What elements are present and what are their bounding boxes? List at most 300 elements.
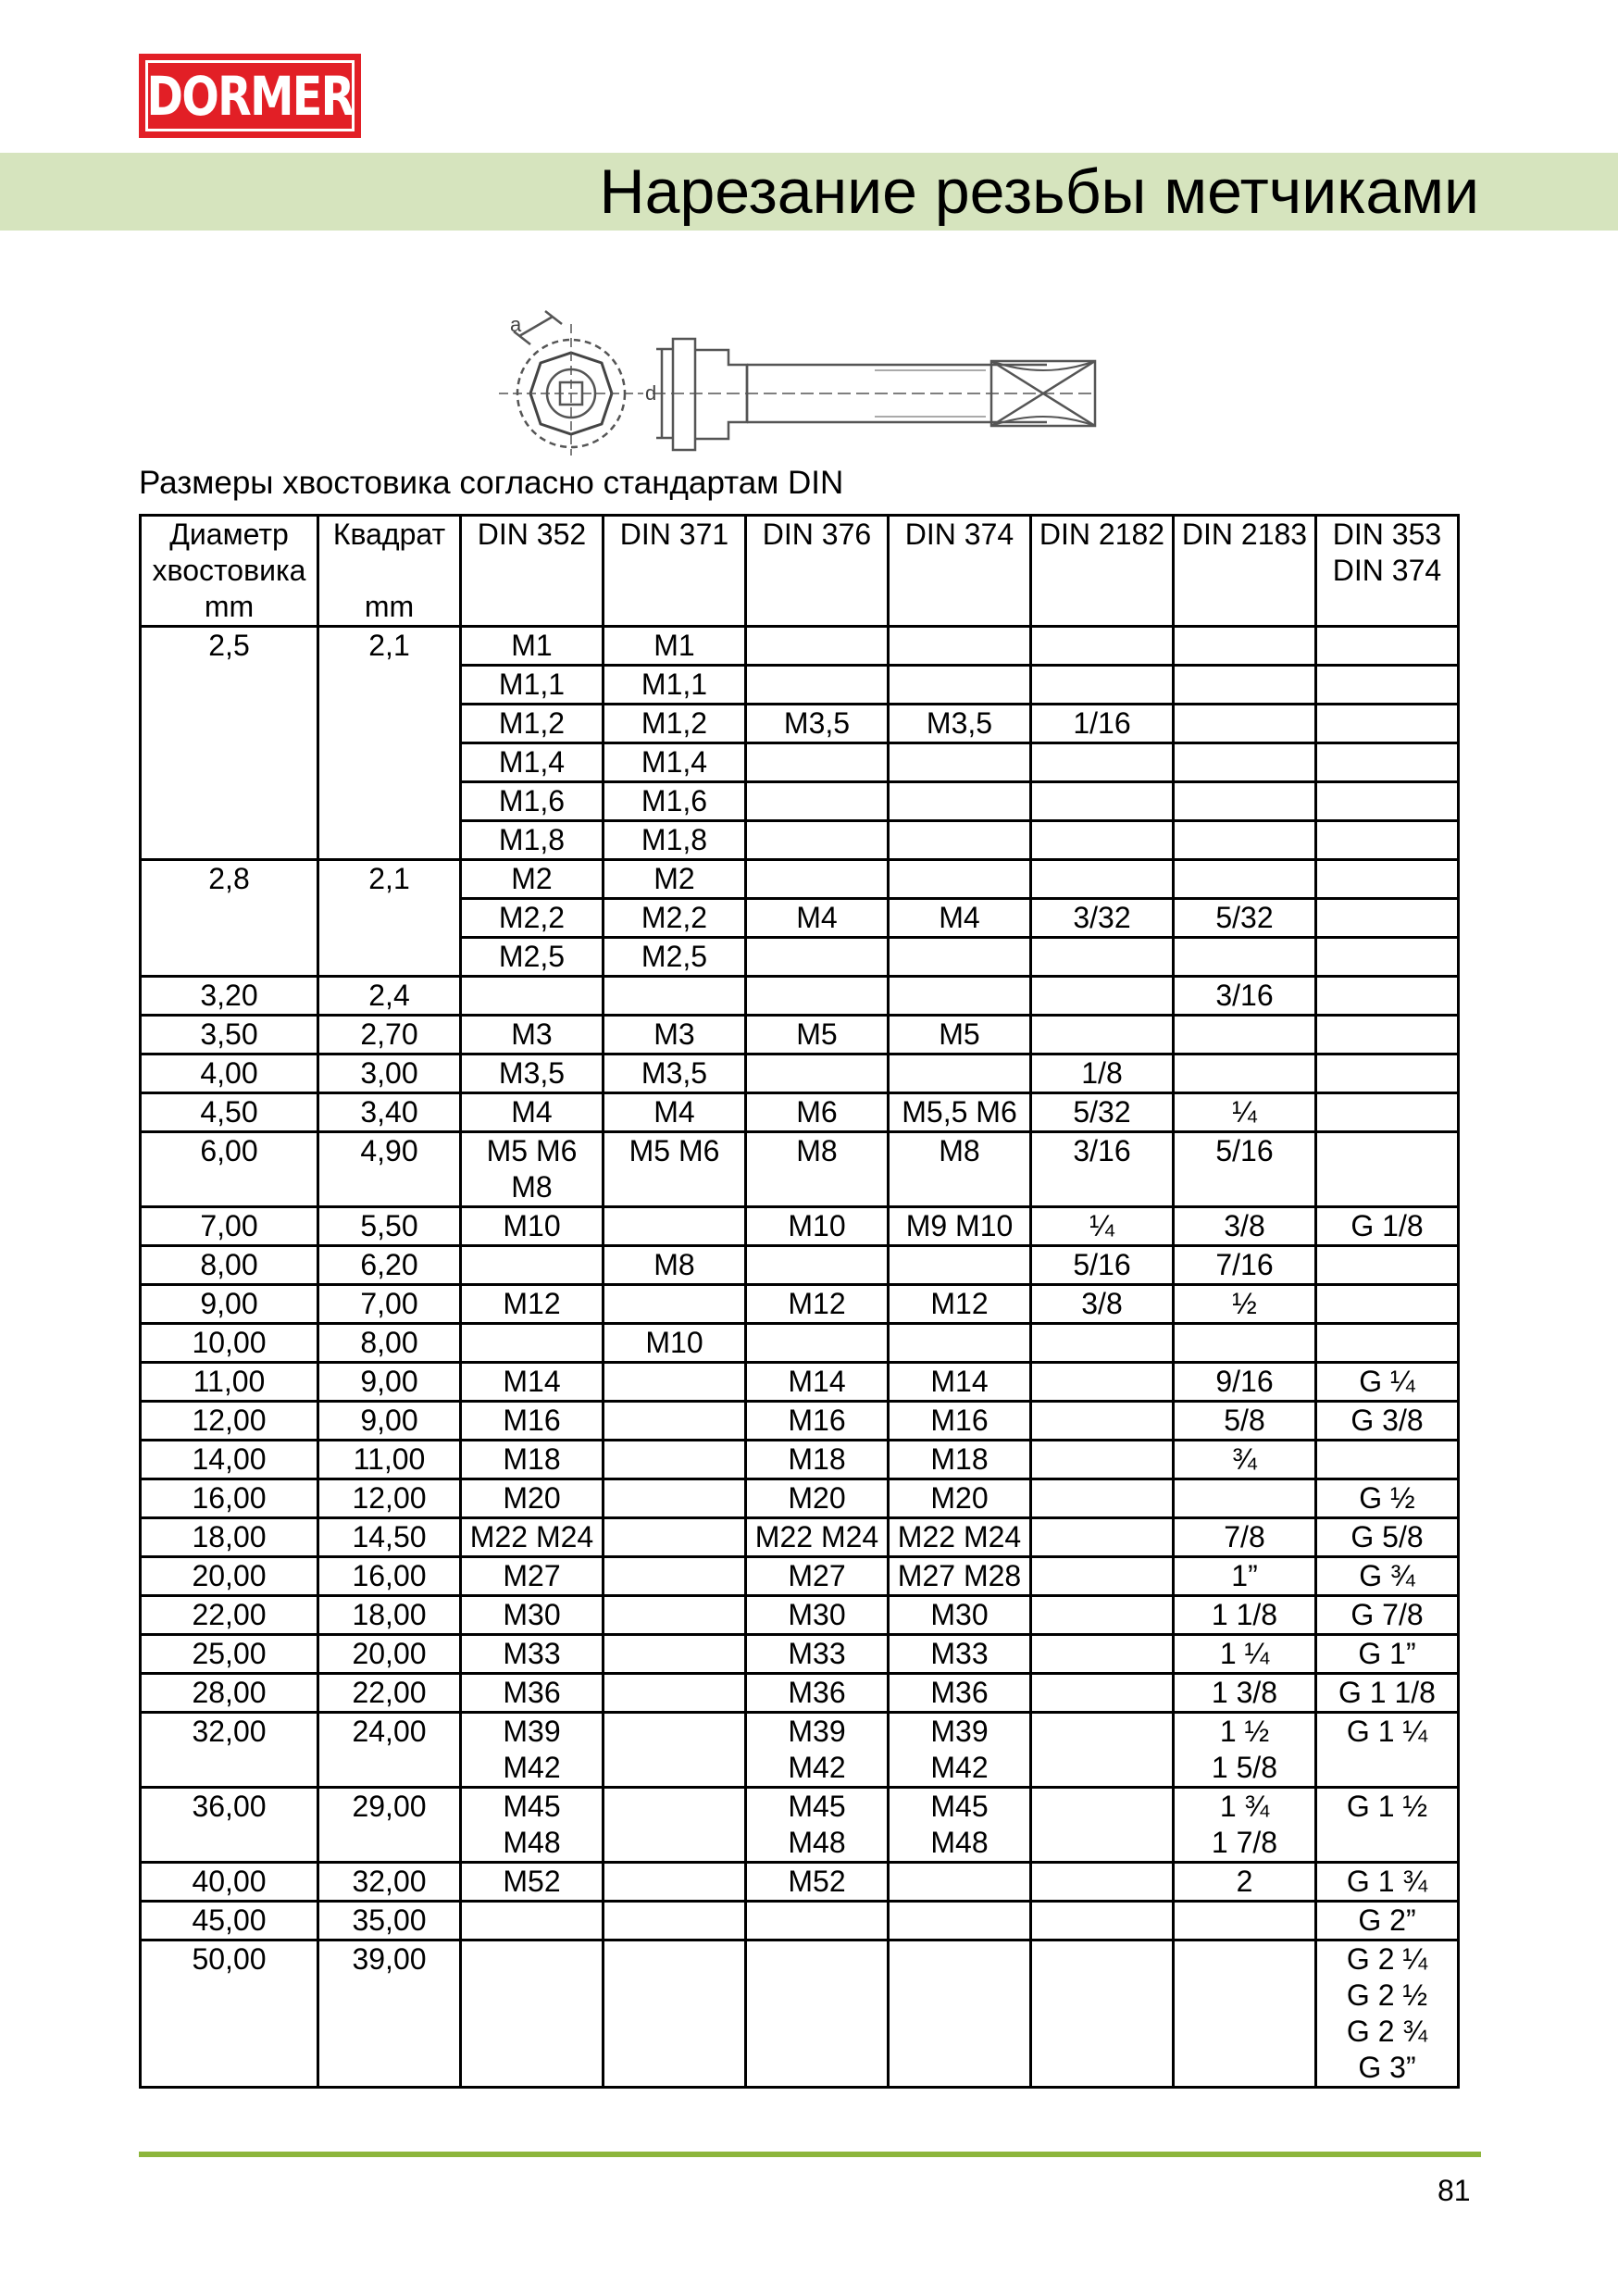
thread-size-cell: M30 (746, 1596, 889, 1635)
thread-size-cell: M4 (604, 1093, 746, 1132)
thread-size-cell: ½ (1174, 1285, 1316, 1324)
thread-size-cell: M39 M42 (746, 1713, 889, 1788)
table-row (141, 1016, 1459, 1054)
shank-diameter-cell: 14,00 (141, 1441, 318, 1479)
thread-size-cell: M1,6 (604, 782, 746, 821)
thread-size-cell (1316, 666, 1459, 705)
thread-size-cell (1174, 627, 1316, 666)
shank-diameter-cell: 3,50 (141, 1016, 318, 1054)
square-size-cell: 3,40 (318, 1093, 461, 1132)
shank-diameter-cell: 10,00 (141, 1324, 318, 1363)
title-band (0, 153, 1618, 231)
thread-size-cell (1316, 1054, 1459, 1093)
thread-size-cell: 9/16 (1174, 1363, 1316, 1402)
thread-size-cell: M27 M28 (889, 1557, 1031, 1596)
header-din-2182: DIN 2182 (1031, 516, 1174, 627)
header-din-352: DIN 352 (461, 516, 604, 627)
thread-size-cell (1031, 1863, 1174, 1902)
thread-size-cell: M12 (889, 1285, 1031, 1324)
thread-size-cell (604, 1713, 746, 1788)
thread-size-cell (1031, 743, 1174, 782)
table-row (141, 1940, 1459, 2088)
thread-size-cell: M2,2 (604, 899, 746, 938)
square-size-cell: 35,00 (318, 1902, 461, 1940)
thread-size-cell: M14 (746, 1363, 889, 1402)
thread-size-cell: 1 ¾ 1 7/8 (1174, 1788, 1316, 1863)
square-size-cell: 2,1 (318, 860, 461, 977)
thread-size-cell (1316, 1093, 1459, 1132)
thread-size-cell: ¼ (1174, 1093, 1316, 1132)
table-subtitle: Размеры хвостовика согласно стандартам DIN (139, 465, 844, 501)
thread-size-cell: M16 (461, 1402, 604, 1441)
thread-size-cell (1031, 938, 1174, 977)
thread-size-cell (604, 1402, 746, 1441)
table-row (141, 1054, 1459, 1093)
thread-size-cell: 1/16 (1031, 705, 1174, 743)
thread-size-cell (1031, 1596, 1174, 1635)
header-shank-diameter: Диаметр хвостовика mm (141, 516, 318, 627)
thread-size-cell (746, 782, 889, 821)
thread-size-cell: M8 (889, 1132, 1031, 1207)
thread-size-cell (1031, 1902, 1174, 1940)
thread-size-cell (1031, 1518, 1174, 1557)
thread-size-cell (461, 1246, 604, 1285)
thread-size-cell (604, 1363, 746, 1402)
square-size-cell: 24,00 (318, 1713, 461, 1788)
table-row (141, 627, 1459, 666)
thread-size-cell: M14 (889, 1363, 1031, 1402)
thread-size-cell (604, 1479, 746, 1518)
thread-size-cell: M33 (889, 1635, 1031, 1674)
thread-size-cell (746, 1940, 889, 2088)
thread-size-cell: M14 (461, 1363, 604, 1402)
thread-size-cell: G 1” (1316, 1635, 1459, 1674)
table-row (141, 860, 1459, 899)
shank-diameter-cell: 32,00 (141, 1713, 318, 1788)
thread-size-cell (461, 1324, 604, 1363)
thread-size-cell: M6 (746, 1093, 889, 1132)
thread-size-cell (1031, 1635, 1174, 1674)
table-row (141, 1285, 1459, 1324)
thread-size-cell: 1/8 (1031, 1054, 1174, 1093)
thread-size-cell: M22 M24 (746, 1518, 889, 1557)
header-din-353-374: DIN 353 DIN 374 (1316, 516, 1459, 627)
thread-size-cell: M3,5 (746, 705, 889, 743)
thread-size-cell: M9 M10 (889, 1207, 1031, 1246)
thread-size-cell: ¼ (1031, 1207, 1174, 1246)
thread-size-cell: G 1 ½ (1316, 1788, 1459, 1863)
square-size-cell: 9,00 (318, 1402, 461, 1441)
thread-size-cell (604, 1518, 746, 1557)
thread-size-cell (604, 1441, 746, 1479)
thread-size-cell (1031, 1016, 1174, 1054)
thread-size-cell (1174, 782, 1316, 821)
thread-size-cell: M8 (604, 1246, 746, 1285)
thread-size-cell (461, 977, 604, 1016)
square-size-cell: 12,00 (318, 1479, 461, 1518)
table-header-row (141, 516, 1459, 627)
thread-size-cell (889, 627, 1031, 666)
thread-size-cell (1031, 1402, 1174, 1441)
table-row (141, 1402, 1459, 1441)
thread-size-cell: 3/32 (1031, 899, 1174, 938)
tap-shank-diagram (486, 306, 1115, 455)
square-size-cell: 29,00 (318, 1788, 461, 1863)
thread-size-cell: M33 (461, 1635, 604, 1674)
thread-size-cell: 3/16 (1031, 1132, 1174, 1207)
shank-diameter-cell: 40,00 (141, 1863, 318, 1902)
table-row (141, 1093, 1459, 1132)
table-row (141, 1363, 1459, 1402)
shank-diameter-cell: 7,00 (141, 1207, 318, 1246)
thread-size-cell (889, 1940, 1031, 2088)
thread-size-cell: M2 (461, 860, 604, 899)
thread-size-cell: M20 (746, 1479, 889, 1518)
thread-size-cell (604, 1863, 746, 1902)
thread-size-cell: M1,1 (461, 666, 604, 705)
thread-size-cell: 3/8 (1031, 1285, 1174, 1324)
thread-size-cell (604, 1596, 746, 1635)
thread-size-cell: G ½ (1316, 1479, 1459, 1518)
table-row (141, 1635, 1459, 1674)
thread-size-cell: M3 (604, 1016, 746, 1054)
thread-size-cell (1316, 1246, 1459, 1285)
thread-size-cell: M12 (746, 1285, 889, 1324)
table-body (141, 627, 1459, 2088)
thread-size-cell: M1,2 (604, 705, 746, 743)
table-row (141, 1713, 1459, 1788)
table-row (141, 1788, 1459, 1863)
thread-size-cell: M3,5 (604, 1054, 746, 1093)
shank-diameter-cell: 11,00 (141, 1363, 318, 1402)
thread-size-cell: 3/16 (1174, 977, 1316, 1016)
thread-size-cell: M5 M6 (604, 1132, 746, 1207)
dimension-a-label: a (510, 313, 522, 336)
thread-size-cell (1174, 938, 1316, 977)
thread-size-cell (1031, 1363, 1174, 1402)
shank-diameter-cell: 2,5 (141, 627, 318, 860)
thread-size-cell: M52 (746, 1863, 889, 1902)
thread-size-cell (1316, 860, 1459, 899)
thread-size-cell: M1 (461, 627, 604, 666)
thread-size-cell: 1 3/8 (1174, 1674, 1316, 1713)
shank-diameter-cell: 18,00 (141, 1518, 318, 1557)
thread-size-cell (1031, 1940, 1174, 2088)
thread-size-cell: 7/16 (1174, 1246, 1316, 1285)
thread-size-cell: M1,1 (604, 666, 746, 705)
thread-size-cell: M2,2 (461, 899, 604, 938)
shank-diameter-cell: 8,00 (141, 1246, 318, 1285)
thread-size-cell (746, 1054, 889, 1093)
thread-size-cell (1031, 782, 1174, 821)
thread-size-cell (1174, 821, 1316, 860)
thread-size-cell: M3,5 (461, 1054, 604, 1093)
thread-size-cell (1174, 1016, 1316, 1054)
thread-size-cell (889, 743, 1031, 782)
square-size-cell: 2,4 (318, 977, 461, 1016)
thread-size-cell (604, 977, 746, 1016)
thread-size-cell (746, 743, 889, 782)
table-row (141, 1132, 1459, 1207)
thread-size-cell: M18 (461, 1441, 604, 1479)
thread-size-cell (1316, 1285, 1459, 1324)
thread-size-cell: G 3/8 (1316, 1402, 1459, 1441)
square-size-cell: 11,00 (318, 1441, 461, 1479)
shank-diameter-cell: 16,00 (141, 1479, 318, 1518)
thread-size-cell: M3,5 (889, 705, 1031, 743)
thread-size-cell (1031, 1441, 1174, 1479)
thread-size-cell (889, 1246, 1031, 1285)
thread-size-cell: M36 (889, 1674, 1031, 1713)
thread-size-cell (889, 782, 1031, 821)
thread-size-cell: M8 (746, 1132, 889, 1207)
thread-size-cell (1316, 938, 1459, 977)
thread-size-cell: M1,4 (461, 743, 604, 782)
thread-size-cell (889, 1902, 1031, 1940)
thread-size-cell (1174, 666, 1316, 705)
square-size-cell: 5,50 (318, 1207, 461, 1246)
shank-diameter-cell: 20,00 (141, 1557, 318, 1596)
thread-size-cell: M5 (889, 1016, 1031, 1054)
thread-size-cell: 2 (1174, 1863, 1316, 1902)
thread-size-cell (746, 1246, 889, 1285)
thread-size-cell: M4 (746, 899, 889, 938)
shank-diameter-cell: 36,00 (141, 1788, 318, 1863)
thread-size-cell (1031, 1788, 1174, 1863)
square-size-cell: 4,90 (318, 1132, 461, 1207)
thread-size-cell: M10 (461, 1207, 604, 1246)
thread-size-cell (889, 1863, 1031, 1902)
table-row (141, 1863, 1459, 1902)
square-size-cell: 39,00 (318, 1940, 461, 2088)
thread-size-cell: M22 M24 (461, 1518, 604, 1557)
thread-size-cell: M16 (746, 1402, 889, 1441)
thread-size-cell: G 2 ¼ G 2 ½ G 2 ¾ G 3” (1316, 1940, 1459, 2088)
thread-size-cell: G 1/8 (1316, 1207, 1459, 1246)
thread-size-cell: G ¾ (1316, 1557, 1459, 1596)
thread-size-cell: M5 (746, 1016, 889, 1054)
square-size-cell: 32,00 (318, 1863, 461, 1902)
thread-size-cell: 5/32 (1031, 1093, 1174, 1132)
shank-diameter-cell: 4,00 (141, 1054, 318, 1093)
thread-size-cell (1316, 821, 1459, 860)
thread-size-cell (1316, 782, 1459, 821)
table-row (141, 1246, 1459, 1285)
thread-size-cell (604, 1635, 746, 1674)
thread-size-cell (889, 666, 1031, 705)
shank-diameter-cell: 3,20 (141, 977, 318, 1016)
thread-size-cell: G 1 ¾ (1316, 1863, 1459, 1902)
logo-text: DORMER (146, 64, 354, 128)
thread-size-cell (1316, 977, 1459, 1016)
header-square: Квадрат mm (318, 516, 461, 627)
thread-size-cell (1174, 1940, 1316, 2088)
table-row (141, 1596, 1459, 1635)
thread-size-cell: M4 (461, 1093, 604, 1132)
thread-size-cell: M1,2 (461, 705, 604, 743)
square-size-cell: 2,1 (318, 627, 461, 860)
header-din-376: DIN 376 (746, 516, 889, 627)
thread-size-cell: M45 M48 (746, 1788, 889, 1863)
thread-size-cell (1031, 666, 1174, 705)
thread-size-cell: M2 (604, 860, 746, 899)
thread-size-cell: M22 M24 (889, 1518, 1031, 1557)
thread-size-cell (746, 977, 889, 1016)
shank-diameter-cell: 50,00 (141, 1940, 318, 2088)
thread-size-cell: M20 (889, 1479, 1031, 1518)
shank-diameter-cell: 9,00 (141, 1285, 318, 1324)
dormer-logo (139, 54, 361, 138)
thread-size-cell: M30 (461, 1596, 604, 1635)
thread-size-cell (604, 1940, 746, 2088)
thread-size-cell: M45 M48 (461, 1788, 604, 1863)
thread-size-cell (1316, 1016, 1459, 1054)
thread-size-cell: M1 (604, 627, 746, 666)
thread-size-cell: M5 M6 M8 (461, 1132, 604, 1207)
shank-diameter-cell: 25,00 (141, 1635, 318, 1674)
dimension-d-label: d (645, 381, 657, 405)
thread-size-cell (746, 821, 889, 860)
thread-size-cell (1316, 1324, 1459, 1363)
thread-size-cell: M2,5 (461, 938, 604, 977)
thread-size-cell: M18 (889, 1441, 1031, 1479)
thread-size-cell: 3/8 (1174, 1207, 1316, 1246)
thread-size-cell: M33 (746, 1635, 889, 1674)
table-row (141, 977, 1459, 1016)
thread-size-cell (1031, 977, 1174, 1016)
thread-size-cell (1174, 1324, 1316, 1363)
thread-size-cell (604, 1285, 746, 1324)
thread-size-cell: M1,6 (461, 782, 604, 821)
thread-size-cell: G ¼ (1316, 1363, 1459, 1402)
square-size-cell: 22,00 (318, 1674, 461, 1713)
square-size-cell: 18,00 (318, 1596, 461, 1635)
thread-size-cell: M2,5 (604, 938, 746, 977)
thread-size-cell (1316, 1132, 1459, 1207)
shank-diameter-cell: 4,50 (141, 1093, 318, 1132)
thread-size-cell (1174, 743, 1316, 782)
square-size-cell: 8,00 (318, 1324, 461, 1363)
thread-size-cell: M1,4 (604, 743, 746, 782)
thread-size-cell (604, 1557, 746, 1596)
thread-size-cell (1031, 627, 1174, 666)
thread-size-cell: M39 M42 (889, 1713, 1031, 1788)
thread-size-cell: M10 (746, 1207, 889, 1246)
table-row (141, 1479, 1459, 1518)
shank-diameter-cell: 22,00 (141, 1596, 318, 1635)
thread-size-cell: ¾ (1174, 1441, 1316, 1479)
thread-size-cell (746, 860, 889, 899)
thread-size-cell (889, 1054, 1031, 1093)
thread-size-cell (746, 1324, 889, 1363)
table-row (141, 1518, 1459, 1557)
thread-size-cell: 5/32 (1174, 899, 1316, 938)
thread-size-cell: M36 (746, 1674, 889, 1713)
shank-diameter-cell: 6,00 (141, 1132, 318, 1207)
thread-size-cell (1031, 1557, 1174, 1596)
thread-size-cell (1031, 1713, 1174, 1788)
thread-size-cell: M27 (746, 1557, 889, 1596)
thread-size-cell: 1 ¼ (1174, 1635, 1316, 1674)
thread-size-cell: M30 (889, 1596, 1031, 1635)
thread-size-cell (746, 938, 889, 977)
thread-size-cell: M16 (889, 1402, 1031, 1441)
thread-size-cell: M20 (461, 1479, 604, 1518)
bottom-rule (139, 2152, 1481, 2157)
page-title: Нарезание резьбы метчиками (599, 156, 1479, 227)
thread-size-cell: M4 (889, 899, 1031, 938)
thread-size-cell: M18 (746, 1441, 889, 1479)
thread-size-cell (889, 860, 1031, 899)
thread-size-cell (1316, 1441, 1459, 1479)
thread-size-cell (604, 1674, 746, 1713)
thread-size-cell: G 5/8 (1316, 1518, 1459, 1557)
thread-size-cell (1174, 1902, 1316, 1940)
thread-size-cell (1031, 821, 1174, 860)
shank-dimensions-table (139, 514, 1460, 2089)
thread-size-cell (1031, 1479, 1174, 1518)
square-size-cell: 14,50 (318, 1518, 461, 1557)
thread-size-cell (461, 1940, 604, 2088)
thread-size-cell (1174, 705, 1316, 743)
thread-size-cell: M27 (461, 1557, 604, 1596)
thread-size-cell (604, 1902, 746, 1940)
header-din-374: DIN 374 (889, 516, 1031, 627)
thread-size-cell (1316, 743, 1459, 782)
square-size-cell: 7,00 (318, 1285, 461, 1324)
thread-size-cell: 1” (1174, 1557, 1316, 1596)
thread-size-cell (1174, 1479, 1316, 1518)
table-row (141, 1674, 1459, 1713)
thread-size-cell (746, 1902, 889, 1940)
square-size-cell: 2,70 (318, 1016, 461, 1054)
thread-size-cell (746, 627, 889, 666)
table-row (141, 1207, 1459, 1246)
thread-size-cell (604, 1788, 746, 1863)
square-size-cell: 20,00 (318, 1635, 461, 1674)
thread-size-cell (1316, 627, 1459, 666)
thread-size-cell (461, 1902, 604, 1940)
thread-size-cell: 5/8 (1174, 1402, 1316, 1441)
thread-size-cell: M52 (461, 1863, 604, 1902)
thread-size-cell: G 1 1/8 (1316, 1674, 1459, 1713)
square-size-cell: 9,00 (318, 1363, 461, 1402)
thread-size-cell (1174, 1054, 1316, 1093)
thread-size-cell: M1,8 (604, 821, 746, 860)
shank-diameter-cell: 2,8 (141, 860, 318, 977)
thread-size-cell: M1,8 (461, 821, 604, 860)
thread-size-cell: M3 (461, 1016, 604, 1054)
thread-size-cell: G 7/8 (1316, 1596, 1459, 1635)
thread-size-cell: G 1 ¼ (1316, 1713, 1459, 1788)
thread-size-cell (1031, 1674, 1174, 1713)
header-din-2183: DIN 2183 (1174, 516, 1316, 627)
table-row (141, 1324, 1459, 1363)
thread-size-cell (889, 821, 1031, 860)
table-row (141, 1902, 1459, 1940)
thread-size-cell: 1 ½ 1 5/8 (1174, 1713, 1316, 1788)
thread-size-cell (746, 666, 889, 705)
thread-size-cell (1174, 860, 1316, 899)
page-number: 81 (1438, 2174, 1471, 2207)
square-size-cell: 3,00 (318, 1054, 461, 1093)
shank-diameter-cell: 45,00 (141, 1902, 318, 1940)
thread-size-cell (889, 938, 1031, 977)
thread-size-cell (889, 1324, 1031, 1363)
thread-size-cell: M10 (604, 1324, 746, 1363)
square-size-cell: 16,00 (318, 1557, 461, 1596)
thread-size-cell: M12 (461, 1285, 604, 1324)
